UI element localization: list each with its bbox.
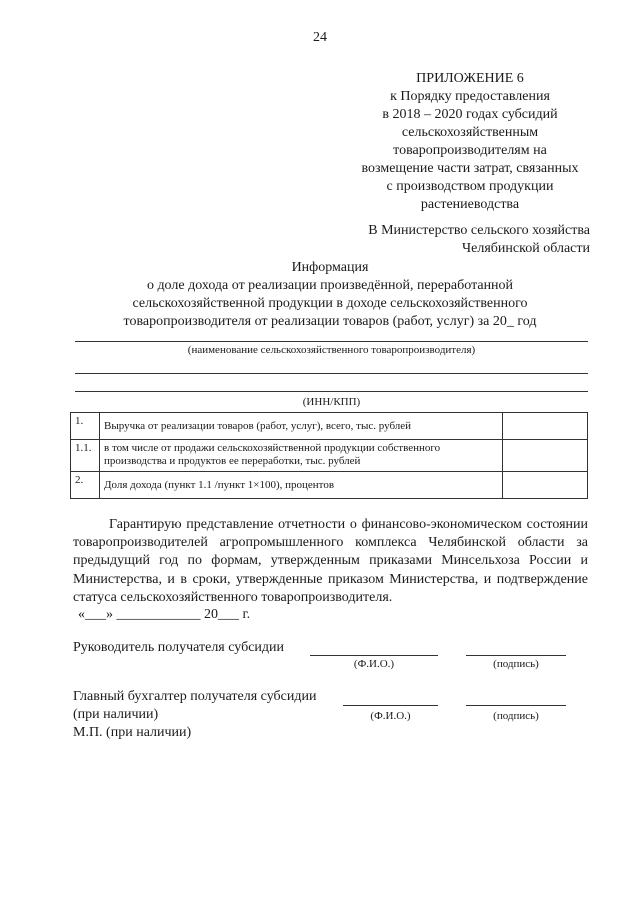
document-heading bbox=[60, 259, 600, 331]
addressee-line: В Министерство сельского хозяйства bbox=[368, 223, 590, 238]
heading-line: сельскохозяйственной продукции в доходе сельскохозяйственного bbox=[132, 296, 528, 311]
date-line[interactable]: «___» ____________ 20___ г. bbox=[78, 607, 251, 622]
producer-name-caption: (наименование сельскохозяйственного товаропроизводителя) bbox=[187, 344, 476, 356]
heading-line: товаропроизводителя от реализации товаров (работ, услуг) за 20_ год bbox=[123, 314, 537, 329]
accountant-signature-caption: (подпись) bbox=[493, 710, 539, 722]
appendix-block bbox=[350, 70, 590, 214]
row-text: Доля дохода (пункт 1.1 /пункт 1×100), процентов bbox=[100, 472, 503, 499]
accountant-fio-caption: (Ф.И.О.) bbox=[370, 710, 411, 722]
head-signature-line[interactable] bbox=[466, 655, 566, 656]
appendix-line: возмещение части затрат, связанных bbox=[361, 161, 579, 176]
producer-name-field-line-2[interactable] bbox=[75, 373, 588, 374]
row-text: Выручка от реализации товаров (работ, услуг), всего, тыс. рублей bbox=[100, 413, 503, 440]
accountant-fio-line[interactable] bbox=[343, 705, 438, 706]
row-number: 1.1. bbox=[71, 440, 100, 472]
inn-kpp-caption: (ИНН/КПП) bbox=[302, 396, 361, 408]
appendix-line: растениеводства bbox=[420, 197, 520, 212]
stamp-label: М.П. (при наличии) bbox=[73, 725, 192, 740]
guarantee-paragraph bbox=[73, 516, 588, 607]
producer-name-field-line[interactable] bbox=[75, 341, 588, 342]
addressee-line: Челябинской области bbox=[462, 241, 590, 256]
row-text: в том числе от продажи сельскохозяйственной продукции собственного производства и продуктов ее переработки, тыс. рублей bbox=[100, 440, 503, 472]
row-value-cell[interactable] bbox=[503, 472, 588, 499]
head-signature-caption: (подпись) bbox=[493, 658, 539, 670]
inn-kpp-field-line[interactable] bbox=[75, 391, 588, 392]
appendix-line: сельскохозяйственным bbox=[401, 125, 539, 140]
row-value-cell[interactable] bbox=[503, 440, 588, 472]
income-table bbox=[70, 412, 588, 499]
addressee-block bbox=[330, 222, 590, 258]
appendix-title: ПРИЛОЖЕНИЕ 6 bbox=[416, 71, 524, 86]
table-row bbox=[71, 440, 588, 472]
guarantee-text: Гарантирую представление отчетности о финансово-экономическом состоянии товаропроизводителей агропромышленного комплекса Челябинской области за предыдущий год по формам, утвержденным приказами Минсельхоза России и Министерства, и в сроки, утвержденные приказом Министерства, и подтверждение статуса сельскохозяйственного товаропроизводителя. bbox=[73, 517, 588, 605]
appendix-line: к Порядку предоставления bbox=[390, 89, 550, 104]
row-value-cell[interactable] bbox=[503, 413, 588, 440]
accountant-signature-line[interactable] bbox=[466, 705, 566, 706]
accountant-if-any: (при наличии) bbox=[73, 707, 159, 722]
head-fio-line[interactable] bbox=[310, 655, 438, 656]
appendix-line: с производством продукции bbox=[386, 179, 554, 194]
row-number: 2. bbox=[71, 472, 100, 499]
heading-title: Информация bbox=[291, 260, 369, 275]
accountant-label: Главный бухгалтер получателя субсидии bbox=[73, 689, 317, 704]
appendix-line: в 2018 – 2020 годах субсидий bbox=[382, 107, 558, 122]
row-number: 1. bbox=[71, 413, 100, 440]
table-row bbox=[71, 472, 588, 499]
head-fio-caption: (Ф.И.О.) bbox=[353, 658, 395, 670]
head-label: Руководитель получателя субсидии bbox=[73, 640, 285, 655]
heading-line: о доле дохода от реализации произведённой, переработанной bbox=[146, 278, 514, 293]
page-number: 24 bbox=[313, 30, 327, 45]
appendix-line: товаропроизводителям на bbox=[393, 143, 547, 158]
table-row bbox=[71, 413, 588, 440]
